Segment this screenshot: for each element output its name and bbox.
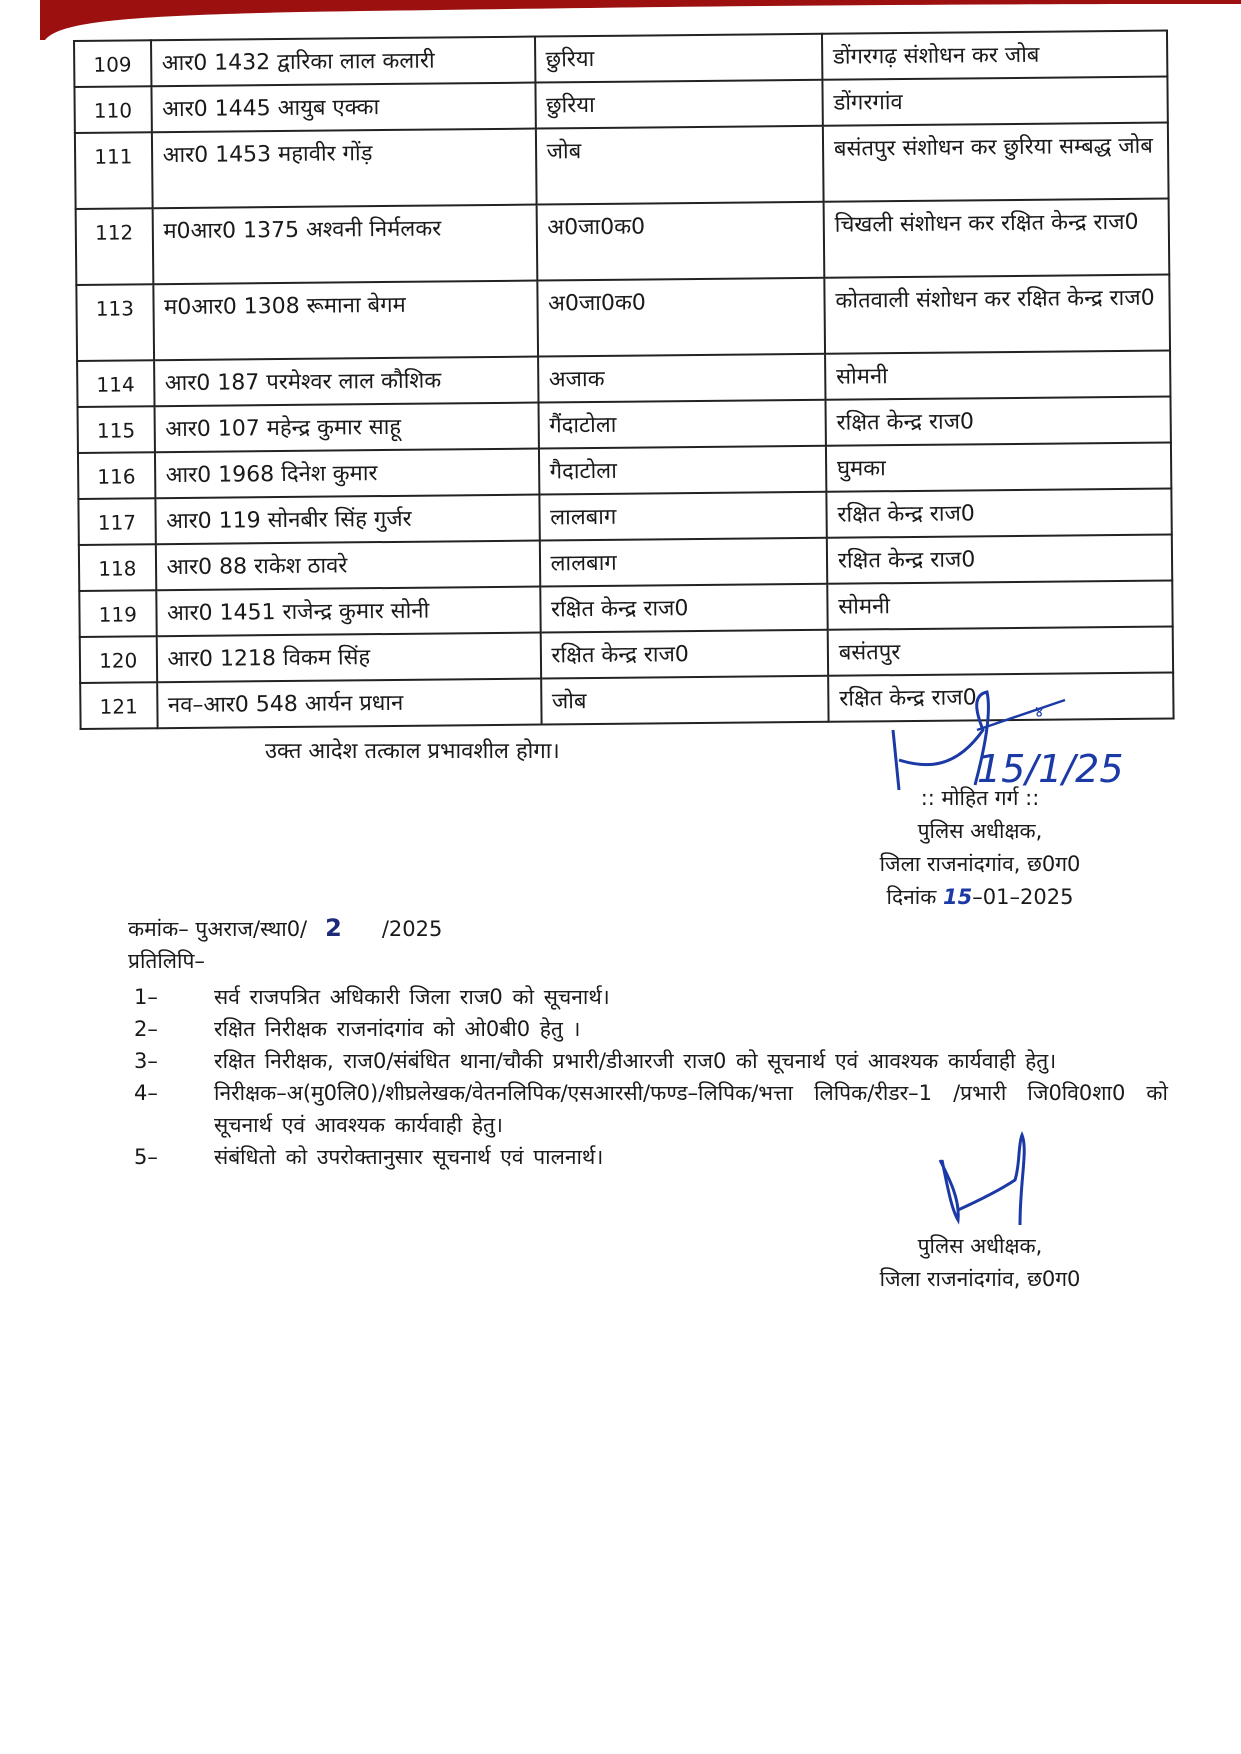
copy-item-text: रक्षित निरीक्षक, राज0/संबंधित थाना/चौकी प्रभारी/डीआरजी राज0 को सूचनार्थ एवं आवश्यक कार्यवाही हेतु।: [214, 1049, 1057, 1073]
serial-cell: 119: [79, 590, 156, 637]
copy-item-index: 3–: [134, 1049, 158, 1073]
from-posting-cell: लालबाग: [539, 492, 827, 541]
to-posting-cell: डोंगरगढ़ संशोधन कर जोब: [822, 30, 1168, 79]
reference-number-handwritten: 2: [325, 914, 342, 942]
from-posting-cell: गैंदाटोला: [538, 400, 826, 449]
signatory-block-1: [850, 690, 1124, 914]
serial-cell: 109: [74, 40, 151, 87]
from-posting-cell: जोब: [535, 126, 823, 205]
employee-name-cell: आर0 187 परमेश्वर लाल कौशिक: [154, 357, 538, 407]
copy-item-text: संबंधितो को उपरोक्तानुसार सूचनार्थ एवं पालनार्थ।: [214, 1145, 604, 1169]
copy-item-text: रक्षित निरीक्षक राजनांदगांव को ओ0बी0 हेतु ।: [214, 1017, 581, 1041]
from-posting-cell: छुरिया: [535, 34, 823, 83]
employee-name-cell: आर0 1445 आयुब एक्का: [151, 83, 535, 133]
employee-name-cell: आर0 119 सोनबीर सिंह गुर्जर: [155, 495, 539, 545]
serial-cell: 114: [77, 360, 154, 407]
from-posting-cell: रक्षित केन्द्र राज0: [540, 630, 828, 679]
employee-name-cell: आर0 88 राकेश ठावरे: [155, 541, 539, 591]
reference-prefix: कमांक– पुअराज/स्था0/: [128, 917, 308, 941]
copy-item-index: 1–: [134, 985, 158, 1009]
signatory-block-2: [850, 1130, 1110, 1296]
signatory-2-designation: पुलिस अधीक्षक,: [917, 1234, 1043, 1258]
to-posting-cell: रक्षित केन्द्र राज0: [826, 488, 1172, 537]
signatory-2-district: जिला राजनांदगांव, छ0ग0: [879, 1267, 1081, 1291]
date-day-handwritten: 15: [943, 885, 973, 909]
copy-item-index: 4–: [134, 1081, 158, 1105]
employee-name-cell: आर0 1451 राजेन्द्र कुमार सोनी: [156, 587, 540, 637]
signatory-name: :: मोहित गर्ग ::: [920, 786, 1040, 810]
effect-statement: उक्त आदेश तत्काल प्रभावशील होगा।: [265, 739, 560, 764]
reference-year: /2025: [381, 917, 443, 941]
employee-name-cell: म0आर0 1375 अश्वनी निर्मलकर: [152, 205, 537, 285]
serial-cell: 115: [78, 406, 155, 453]
transfer-table: [73, 29, 1175, 729]
copy-item: [128, 981, 1168, 1013]
to-posting-cell: डोंगरगांव: [822, 76, 1168, 125]
signature-date-initials: 15/1/25: [977, 747, 1124, 791]
to-posting-cell: सोमनी: [827, 580, 1173, 629]
from-posting-cell: लालबाग: [539, 538, 827, 587]
from-posting-cell: अ0जा0क0: [536, 202, 824, 281]
signature-icon: [880, 1130, 1080, 1230]
date-label: दिनांक: [886, 885, 937, 909]
to-posting-cell: बसंतपुर: [828, 626, 1174, 675]
to-posting-cell: रक्षित केन्द्र राज0: [827, 534, 1173, 583]
copy-item-text: निरीक्षक–अ(मु0लि0)/शीघ्रलेखक/वेतनलिपिक/एसआरसी/फण्ड–लिपिक/भत्ता लिपिक/रीडर–1 /प्रभारी जि0वि0शा0 को सूचनार्थ एवं आवश्यक कार्यवाही हेतु।: [214, 1081, 1168, 1137]
serial-cell: 112: [76, 208, 153, 285]
from-posting-cell: छुरिया: [535, 80, 823, 129]
to-posting-cell: बसंतपुर संशोधन कर छुरिया सम्बद्ध जोब: [823, 122, 1169, 201]
copy-item-text: सर्व राजपत्रित अधिकारी जिला राज0 को सूचनार्थ।: [214, 985, 610, 1009]
to-posting-cell: चिखली संशोधन कर रक्षित केन्द्र राज0: [823, 198, 1169, 277]
signatory-designation: पुलिस अधीक्षक,: [917, 819, 1043, 843]
table-row: [75, 122, 1169, 208]
copy-item-index: 5–: [134, 1145, 158, 1169]
serial-cell: 120: [80, 636, 157, 683]
employee-name-cell: आर0 1453 महावीर गोंड़: [151, 129, 536, 209]
employee-name-cell: म0आर0 1308 रूमाना बेगम: [153, 281, 538, 361]
serial-cell: 118: [79, 544, 156, 591]
to-posting-cell: रक्षित केन्द्र राज0: [825, 396, 1171, 445]
from-posting-cell: अजाक: [538, 354, 826, 403]
serial-cell: 113: [76, 284, 153, 361]
copy-item: [128, 1045, 1168, 1077]
to-posting-cell: कोतवाली संशोधन कर रक्षित केन्द्र राज0: [824, 274, 1170, 353]
serial-cell: 111: [75, 132, 152, 209]
from-posting-cell: गैदाटोला: [538, 446, 826, 495]
employee-name-cell: आर0 107 महेन्द्र कुमार साहू: [154, 403, 538, 453]
reference-number: [128, 912, 1168, 945]
signatory-date: [850, 881, 1110, 914]
from-posting-cell: रक्षित केन्द्र राज0: [540, 584, 828, 633]
serial-cell: 121: [80, 682, 157, 729]
employee-name-cell: आर0 1432 द्वारिका लाल कलारी: [151, 37, 535, 87]
to-posting-cell: सोमनी: [825, 350, 1171, 399]
copy-heading: प्रतिलिपि–: [128, 949, 205, 973]
table-row: [76, 198, 1170, 284]
copy-item-index: 2–: [134, 1017, 158, 1041]
employee-name-cell: आर0 1968 दिनेश कुमार: [155, 449, 539, 499]
to-posting-cell: रक्षित केन्द्र राज0: [828, 672, 1174, 721]
serial-cell: 116: [78, 452, 155, 499]
signatory-district: जिला राजनांदगांव, छ0ग0: [879, 852, 1081, 876]
from-posting-cell: जोब: [541, 676, 829, 725]
employee-name-cell: आर0 1218 विकम सिंह: [156, 633, 540, 683]
page-marker: ४: [1035, 702, 1044, 721]
to-posting-cell: घुमका: [826, 442, 1172, 491]
date-rest: –01–2025: [972, 885, 1074, 909]
transfer-table-body: [74, 30, 1174, 728]
copy-item: [128, 1013, 1168, 1045]
table-row: [76, 274, 1170, 360]
serial-cell: 117: [78, 498, 155, 545]
from-posting-cell: अ0जा0क0: [537, 278, 825, 357]
employee-name-cell: नव–आर0 548 आर्यन प्रधान: [157, 679, 541, 729]
serial-cell: 110: [74, 86, 151, 133]
